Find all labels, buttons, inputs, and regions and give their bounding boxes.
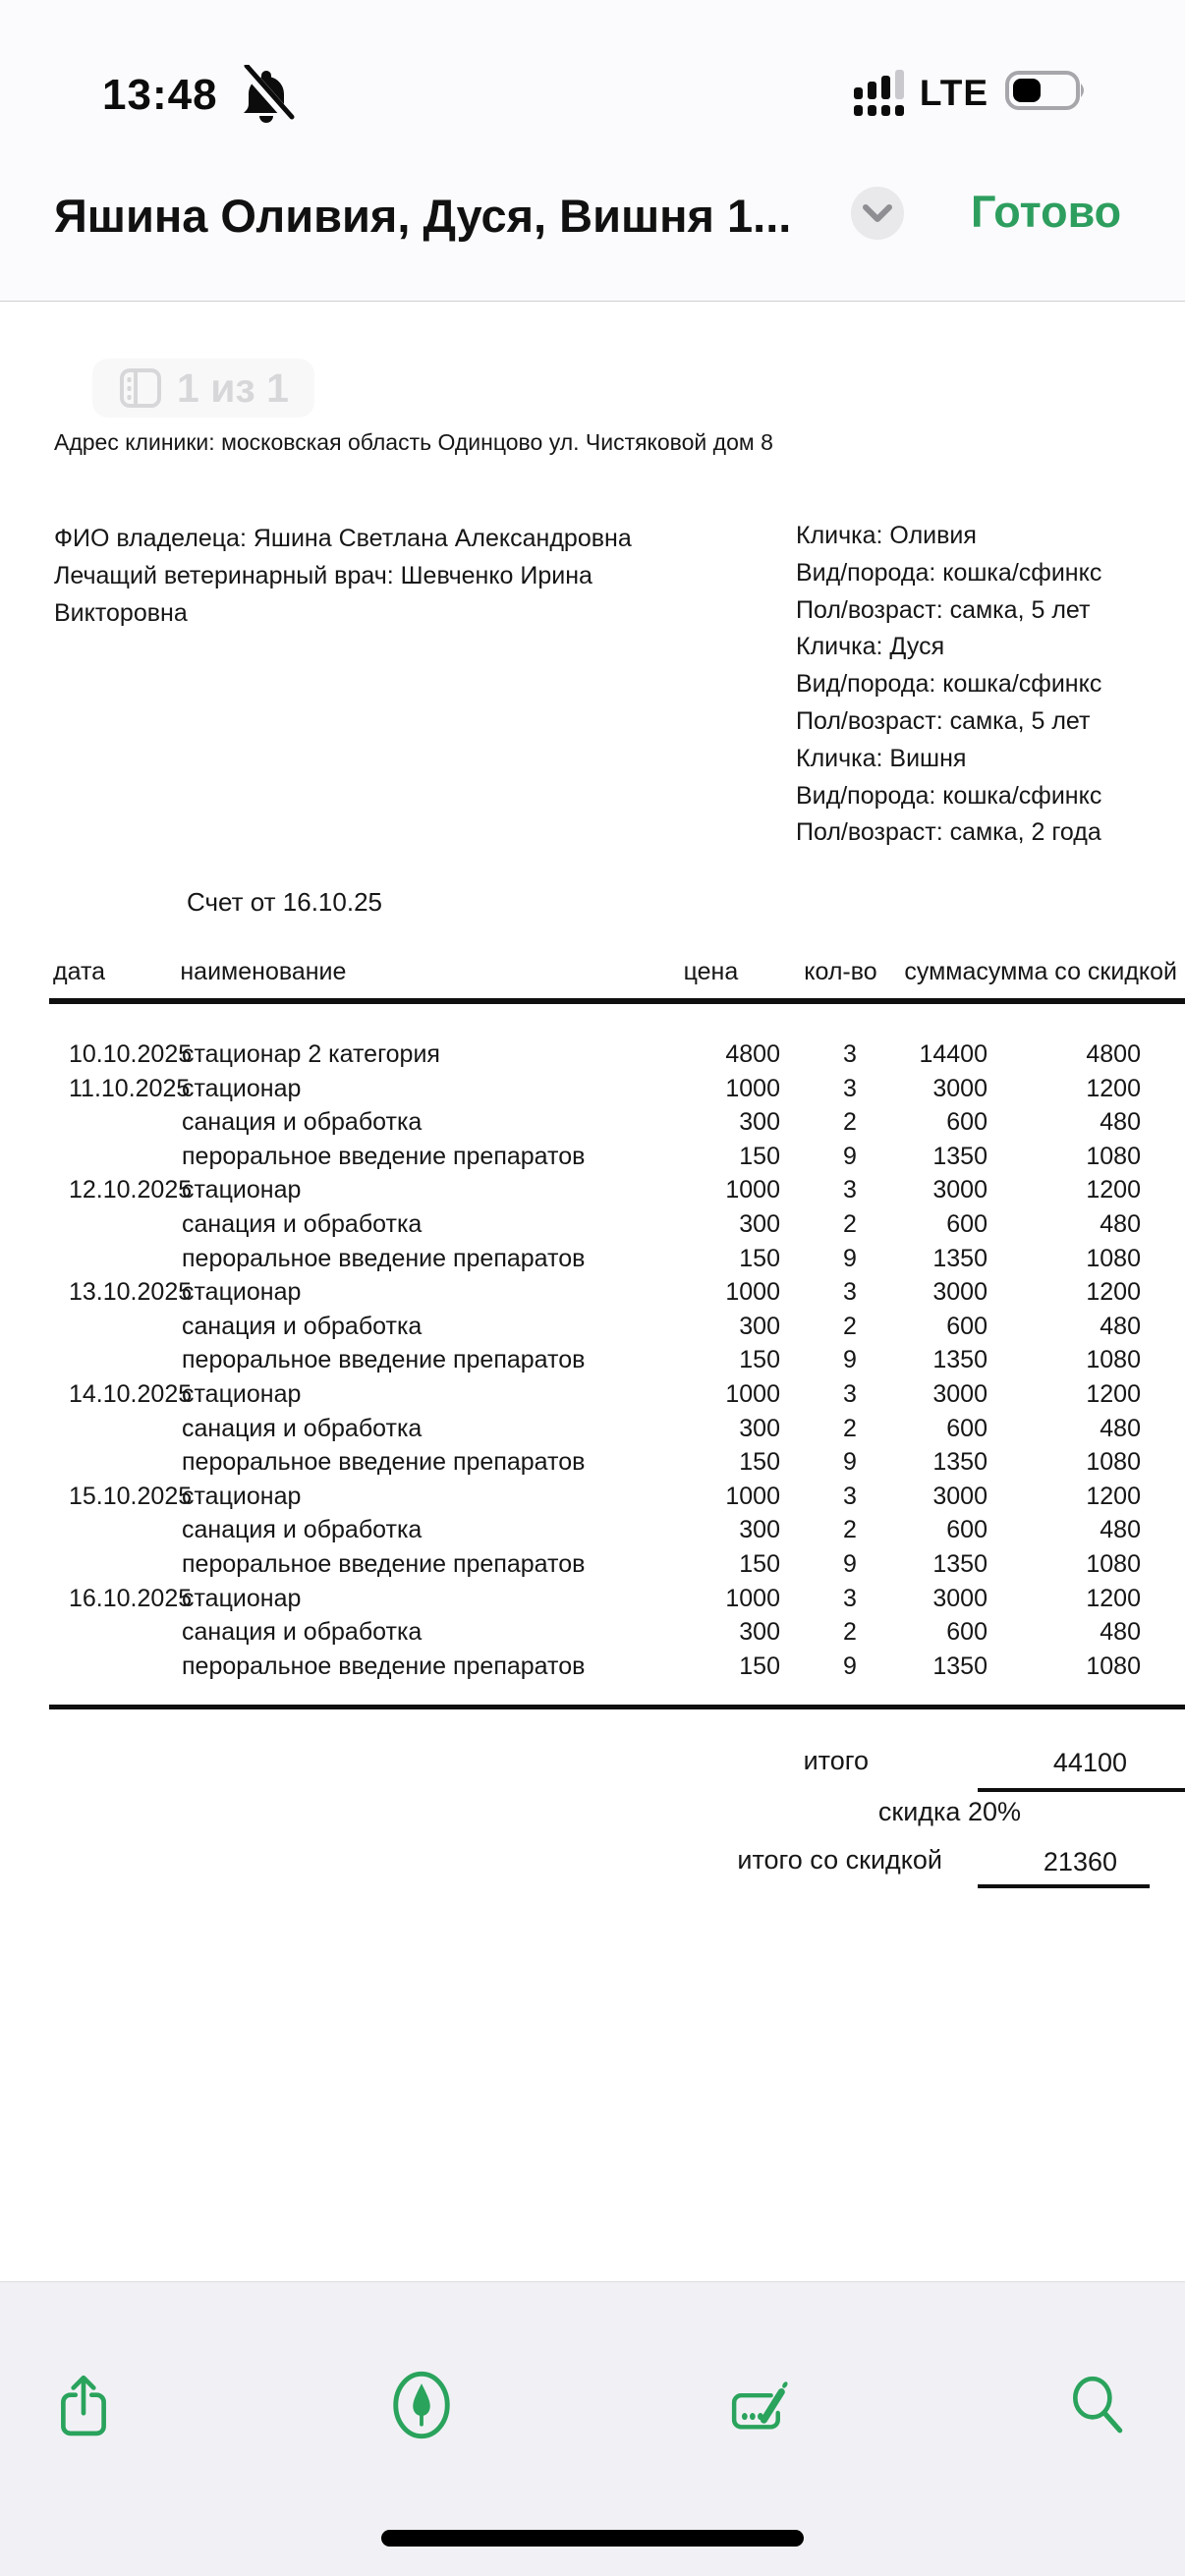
markup-button[interactable] xyxy=(727,2373,792,2437)
table-row xyxy=(49,1582,1185,1616)
table-row xyxy=(49,1242,1185,1276)
cell-sum: 600 xyxy=(946,1516,988,1544)
cell-date: 16.10.2025 xyxy=(69,1584,193,1612)
cell-name: санация и обработка xyxy=(182,1108,423,1137)
cell-price: 300 xyxy=(739,1209,780,1238)
pet-info-line: Пол/возраст: самка, 2 года xyxy=(796,818,1101,847)
bell-slash-icon xyxy=(238,65,295,131)
cell-date xyxy=(49,1412,182,1446)
cell-sum: 3000 xyxy=(932,1278,988,1307)
owner-line: ФИО владелеца: Яшина Светлана Александровна xyxy=(54,525,632,552)
table-row xyxy=(49,1275,1185,1310)
cell-sum-discount: 1080 xyxy=(1086,1448,1141,1477)
cell-sum: 1350 xyxy=(932,1549,988,1578)
cell-name: пероральное введение препаратов xyxy=(182,1346,586,1374)
document-title: Яшина Оливия, Дуся, Вишня 1... xyxy=(54,190,792,242)
cell-sum-discount: 1200 xyxy=(1086,1074,1141,1102)
cell-sum-discount: 480 xyxy=(1100,1312,1141,1340)
home-indicator[interactable] xyxy=(381,2530,804,2547)
cell-qty: 3 xyxy=(843,1278,857,1307)
cell-date: 13.10.2025 xyxy=(69,1278,193,1307)
cellular-signal-icon xyxy=(854,70,904,116)
cell-qty: 3 xyxy=(843,1074,857,1102)
table-row xyxy=(49,1377,1185,1412)
cell-qty: 2 xyxy=(843,1618,857,1647)
pet-info-line: Пол/возраст: самка, 5 лет xyxy=(796,595,1091,624)
table-row xyxy=(49,1173,1185,1207)
cell-sum-discount: 1200 xyxy=(1086,1584,1141,1612)
cell-qty: 3 xyxy=(843,1379,857,1408)
cell-sum-discount: 1080 xyxy=(1086,1652,1141,1680)
cell-price: 300 xyxy=(739,1108,780,1137)
pencil-circle-icon xyxy=(391,2371,452,2439)
cell-qty: 9 xyxy=(843,1549,857,1578)
cell-price: 1000 xyxy=(725,1074,780,1102)
total-label: итого xyxy=(803,1746,869,1775)
pet-info-line: Кличка: Дуся xyxy=(796,633,945,661)
cell-sum: 3000 xyxy=(932,1379,988,1408)
header-qty: кол-во xyxy=(804,958,877,985)
table-row xyxy=(49,1547,1185,1582)
table-row xyxy=(49,1310,1185,1344)
cell-qty: 9 xyxy=(843,1652,857,1680)
cell-qty: 3 xyxy=(843,1176,857,1204)
status-time: 13:48 xyxy=(102,71,218,119)
cell-price: 300 xyxy=(739,1618,780,1647)
pet-info-line: Пол/возраст: самка, 5 лет xyxy=(796,706,1091,735)
cell-sum-discount: 480 xyxy=(1100,1618,1141,1647)
pencil-circle-button[interactable] xyxy=(389,2373,454,2437)
header-name: наименование xyxy=(180,958,347,985)
cell-name: санация и обработка xyxy=(182,1414,423,1442)
discounted-total-value: 21360 xyxy=(1043,1847,1117,1876)
cell-sum: 3000 xyxy=(932,1482,988,1510)
top-chrome xyxy=(0,0,1185,302)
cell-date: 12.10.2025 xyxy=(69,1176,193,1204)
cell-price: 150 xyxy=(739,1448,780,1477)
cell-sum-discount: 480 xyxy=(1100,1108,1141,1137)
table-header-row xyxy=(49,958,1185,1004)
cell-date xyxy=(49,1105,182,1140)
search-icon xyxy=(1065,2373,1130,2437)
cell-name: стационар xyxy=(182,1482,302,1510)
cell-qty: 2 xyxy=(843,1209,857,1238)
cell-qty: 3 xyxy=(843,1584,857,1612)
cell-name: санация и обработка xyxy=(182,1516,423,1544)
cell-sum-discount: 1200 xyxy=(1086,1482,1141,1510)
cell-price: 1000 xyxy=(725,1482,780,1510)
cell-sum: 3000 xyxy=(932,1074,988,1102)
pets-block xyxy=(796,518,1101,852)
cell-date xyxy=(49,1310,182,1344)
table-row xyxy=(49,1480,1185,1514)
cell-date xyxy=(49,1615,182,1650)
header-price: цена xyxy=(683,958,739,985)
cell-date xyxy=(49,1547,182,1582)
cell-price: 150 xyxy=(739,1244,780,1272)
cell-sum: 1350 xyxy=(932,1244,988,1272)
cell-qty: 9 xyxy=(843,1346,857,1374)
cell-sum-discount: 4800 xyxy=(1086,1040,1141,1068)
cell-sum-discount: 1080 xyxy=(1086,1142,1141,1170)
cell-name: пероральное введение препаратов xyxy=(182,1448,586,1477)
cell-qty: 9 xyxy=(843,1448,857,1477)
cell-name: пероральное введение препаратов xyxy=(182,1142,586,1170)
pet-info-line: Вид/порода: кошка/сфинкс xyxy=(796,558,1102,587)
cell-date xyxy=(49,1343,182,1377)
table-row xyxy=(49,1105,1185,1140)
cell-sum-discount: 1200 xyxy=(1086,1379,1141,1408)
pet-info-line: Кличка: Оливия xyxy=(796,522,977,549)
cell-name: пероральное введение препаратов xyxy=(182,1549,586,1578)
cell-sum: 600 xyxy=(946,1312,988,1340)
share-button[interactable] xyxy=(51,2373,116,2437)
cell-date xyxy=(49,1242,182,1276)
cell-qty: 9 xyxy=(843,1142,857,1170)
cell-sum: 600 xyxy=(946,1209,988,1238)
cell-sum-discount: 1080 xyxy=(1086,1549,1141,1578)
header-sum-discount: сумма со скидкой xyxy=(976,958,1177,985)
cell-name: пероральное введение препаратов xyxy=(182,1244,586,1272)
pet-info-line: Кличка: Вишня xyxy=(796,744,967,772)
total-underline xyxy=(978,1788,1185,1792)
done-button[interactable]: Готово xyxy=(971,187,1122,237)
discounted-total-underline xyxy=(978,1884,1150,1888)
cell-name: стационар xyxy=(182,1074,302,1102)
cell-price: 300 xyxy=(739,1516,780,1544)
cell-date: 14.10.2025 xyxy=(69,1379,193,1408)
table-row xyxy=(49,1037,1185,1072)
cell-date xyxy=(49,1140,182,1174)
table-row xyxy=(49,1140,1185,1174)
cell-sum: 600 xyxy=(946,1108,988,1137)
cell-sum-discount: 480 xyxy=(1100,1209,1141,1238)
total-value: 44100 xyxy=(1052,1748,1127,1777)
doctor-line: Лечащий ветеринарный врач: Шевченко Ирина Викторовна xyxy=(54,562,592,627)
cell-qty: 2 xyxy=(843,1414,857,1442)
cell-name: стационар xyxy=(182,1278,302,1307)
cell-name: стационар 2 категория xyxy=(182,1040,440,1068)
cell-price: 150 xyxy=(739,1549,780,1578)
cell-price: 150 xyxy=(739,1346,780,1374)
chevron-down-icon xyxy=(863,203,892,223)
status-bar xyxy=(0,0,1185,157)
cell-sum: 600 xyxy=(946,1414,988,1442)
table-row xyxy=(49,1072,1185,1106)
share-icon xyxy=(51,2373,116,2437)
cell-name: стационар xyxy=(182,1379,302,1408)
page-thumbnails-icon xyxy=(118,365,163,411)
table-body xyxy=(49,1037,1185,1683)
discount-label: скидка 20% xyxy=(877,1797,1021,1826)
cell-name: санация и обработка xyxy=(182,1209,423,1238)
cell-sum: 1350 xyxy=(932,1346,988,1374)
discounted-total-label: итого со скидкой xyxy=(737,1845,942,1875)
title-menu-button[interactable] xyxy=(851,187,904,240)
cell-qty: 3 xyxy=(843,1040,857,1068)
header-date: дата xyxy=(53,958,106,985)
cell-name: санация и обработка xyxy=(182,1618,423,1647)
cell-sum-discount: 1200 xyxy=(1086,1176,1141,1204)
pet-info-line: Вид/порода: кошка/сфинкс xyxy=(796,670,1102,699)
cell-sum-discount: 1080 xyxy=(1086,1244,1141,1272)
page-count-label: 1 из 1 xyxy=(177,364,289,411)
cell-name: стационар xyxy=(182,1584,302,1612)
network-type-label: LTE xyxy=(919,72,988,113)
markup-icon xyxy=(727,2373,792,2437)
cell-price: 1000 xyxy=(725,1584,780,1612)
table-bottom-rule xyxy=(49,1705,1185,1709)
clinic-address: Адрес клиники: московская область Одинцово ул. Чистяковой дом 8 xyxy=(54,429,773,455)
cell-qty: 2 xyxy=(843,1516,857,1544)
cell-sum: 1350 xyxy=(932,1448,988,1477)
nav-bar xyxy=(0,157,1185,301)
cell-name: стационар xyxy=(182,1176,302,1204)
cell-name: санация и обработка xyxy=(182,1312,423,1340)
invoice-title: Счет от 16.10.25 xyxy=(187,887,382,917)
pet-info-line: Вид/порода: кошка/сфинкс xyxy=(796,781,1102,810)
table-row xyxy=(49,1513,1185,1547)
table-row xyxy=(49,1445,1185,1480)
cell-sum: 1350 xyxy=(932,1142,988,1170)
cell-date: 10.10.2025 xyxy=(69,1040,193,1068)
table-row xyxy=(49,1615,1185,1650)
cell-date: 15.10.2025 xyxy=(69,1482,193,1510)
cell-sum-discount: 1080 xyxy=(1086,1346,1141,1374)
table-row xyxy=(49,1343,1185,1377)
cell-qty: 3 xyxy=(843,1482,857,1510)
cell-qty: 2 xyxy=(843,1312,857,1340)
cell-price: 300 xyxy=(739,1414,780,1442)
header-sum: сумма xyxy=(904,958,977,985)
cell-sum-discount: 480 xyxy=(1100,1516,1141,1544)
battery-icon xyxy=(1004,69,1087,117)
cell-date xyxy=(49,1445,182,1480)
cell-sum-discount: 480 xyxy=(1100,1414,1141,1442)
table-row xyxy=(49,1650,1185,1684)
cell-qty: 9 xyxy=(843,1244,857,1272)
cell-date xyxy=(49,1207,182,1242)
cell-price: 1000 xyxy=(725,1176,780,1204)
page-count-button[interactable] xyxy=(92,359,314,418)
cell-sum: 3000 xyxy=(932,1584,988,1612)
cell-sum: 3000 xyxy=(932,1176,988,1204)
cell-sum: 14400 xyxy=(919,1040,988,1068)
cell-price: 1000 xyxy=(725,1278,780,1307)
cell-price: 4800 xyxy=(725,1040,780,1068)
table-row xyxy=(49,1412,1185,1446)
cell-price: 300 xyxy=(739,1312,780,1340)
cell-price: 150 xyxy=(739,1652,780,1680)
cell-sum: 1350 xyxy=(932,1652,988,1680)
cell-date xyxy=(49,1650,182,1684)
cell-price: 1000 xyxy=(725,1379,780,1408)
cell-name: пероральное введение препаратов xyxy=(182,1652,586,1680)
invoice-table xyxy=(49,958,1185,1683)
cell-date: 11.10.2025 xyxy=(69,1074,191,1102)
owner-block xyxy=(54,520,688,632)
cell-qty: 2 xyxy=(843,1108,857,1137)
search-button[interactable] xyxy=(1065,2373,1130,2437)
cell-date xyxy=(49,1513,182,1547)
document-page xyxy=(0,302,1185,2281)
cell-sum: 600 xyxy=(946,1618,988,1647)
table-row xyxy=(49,1207,1185,1242)
cell-sum-discount: 1200 xyxy=(1086,1278,1141,1307)
cell-price: 150 xyxy=(739,1142,780,1170)
